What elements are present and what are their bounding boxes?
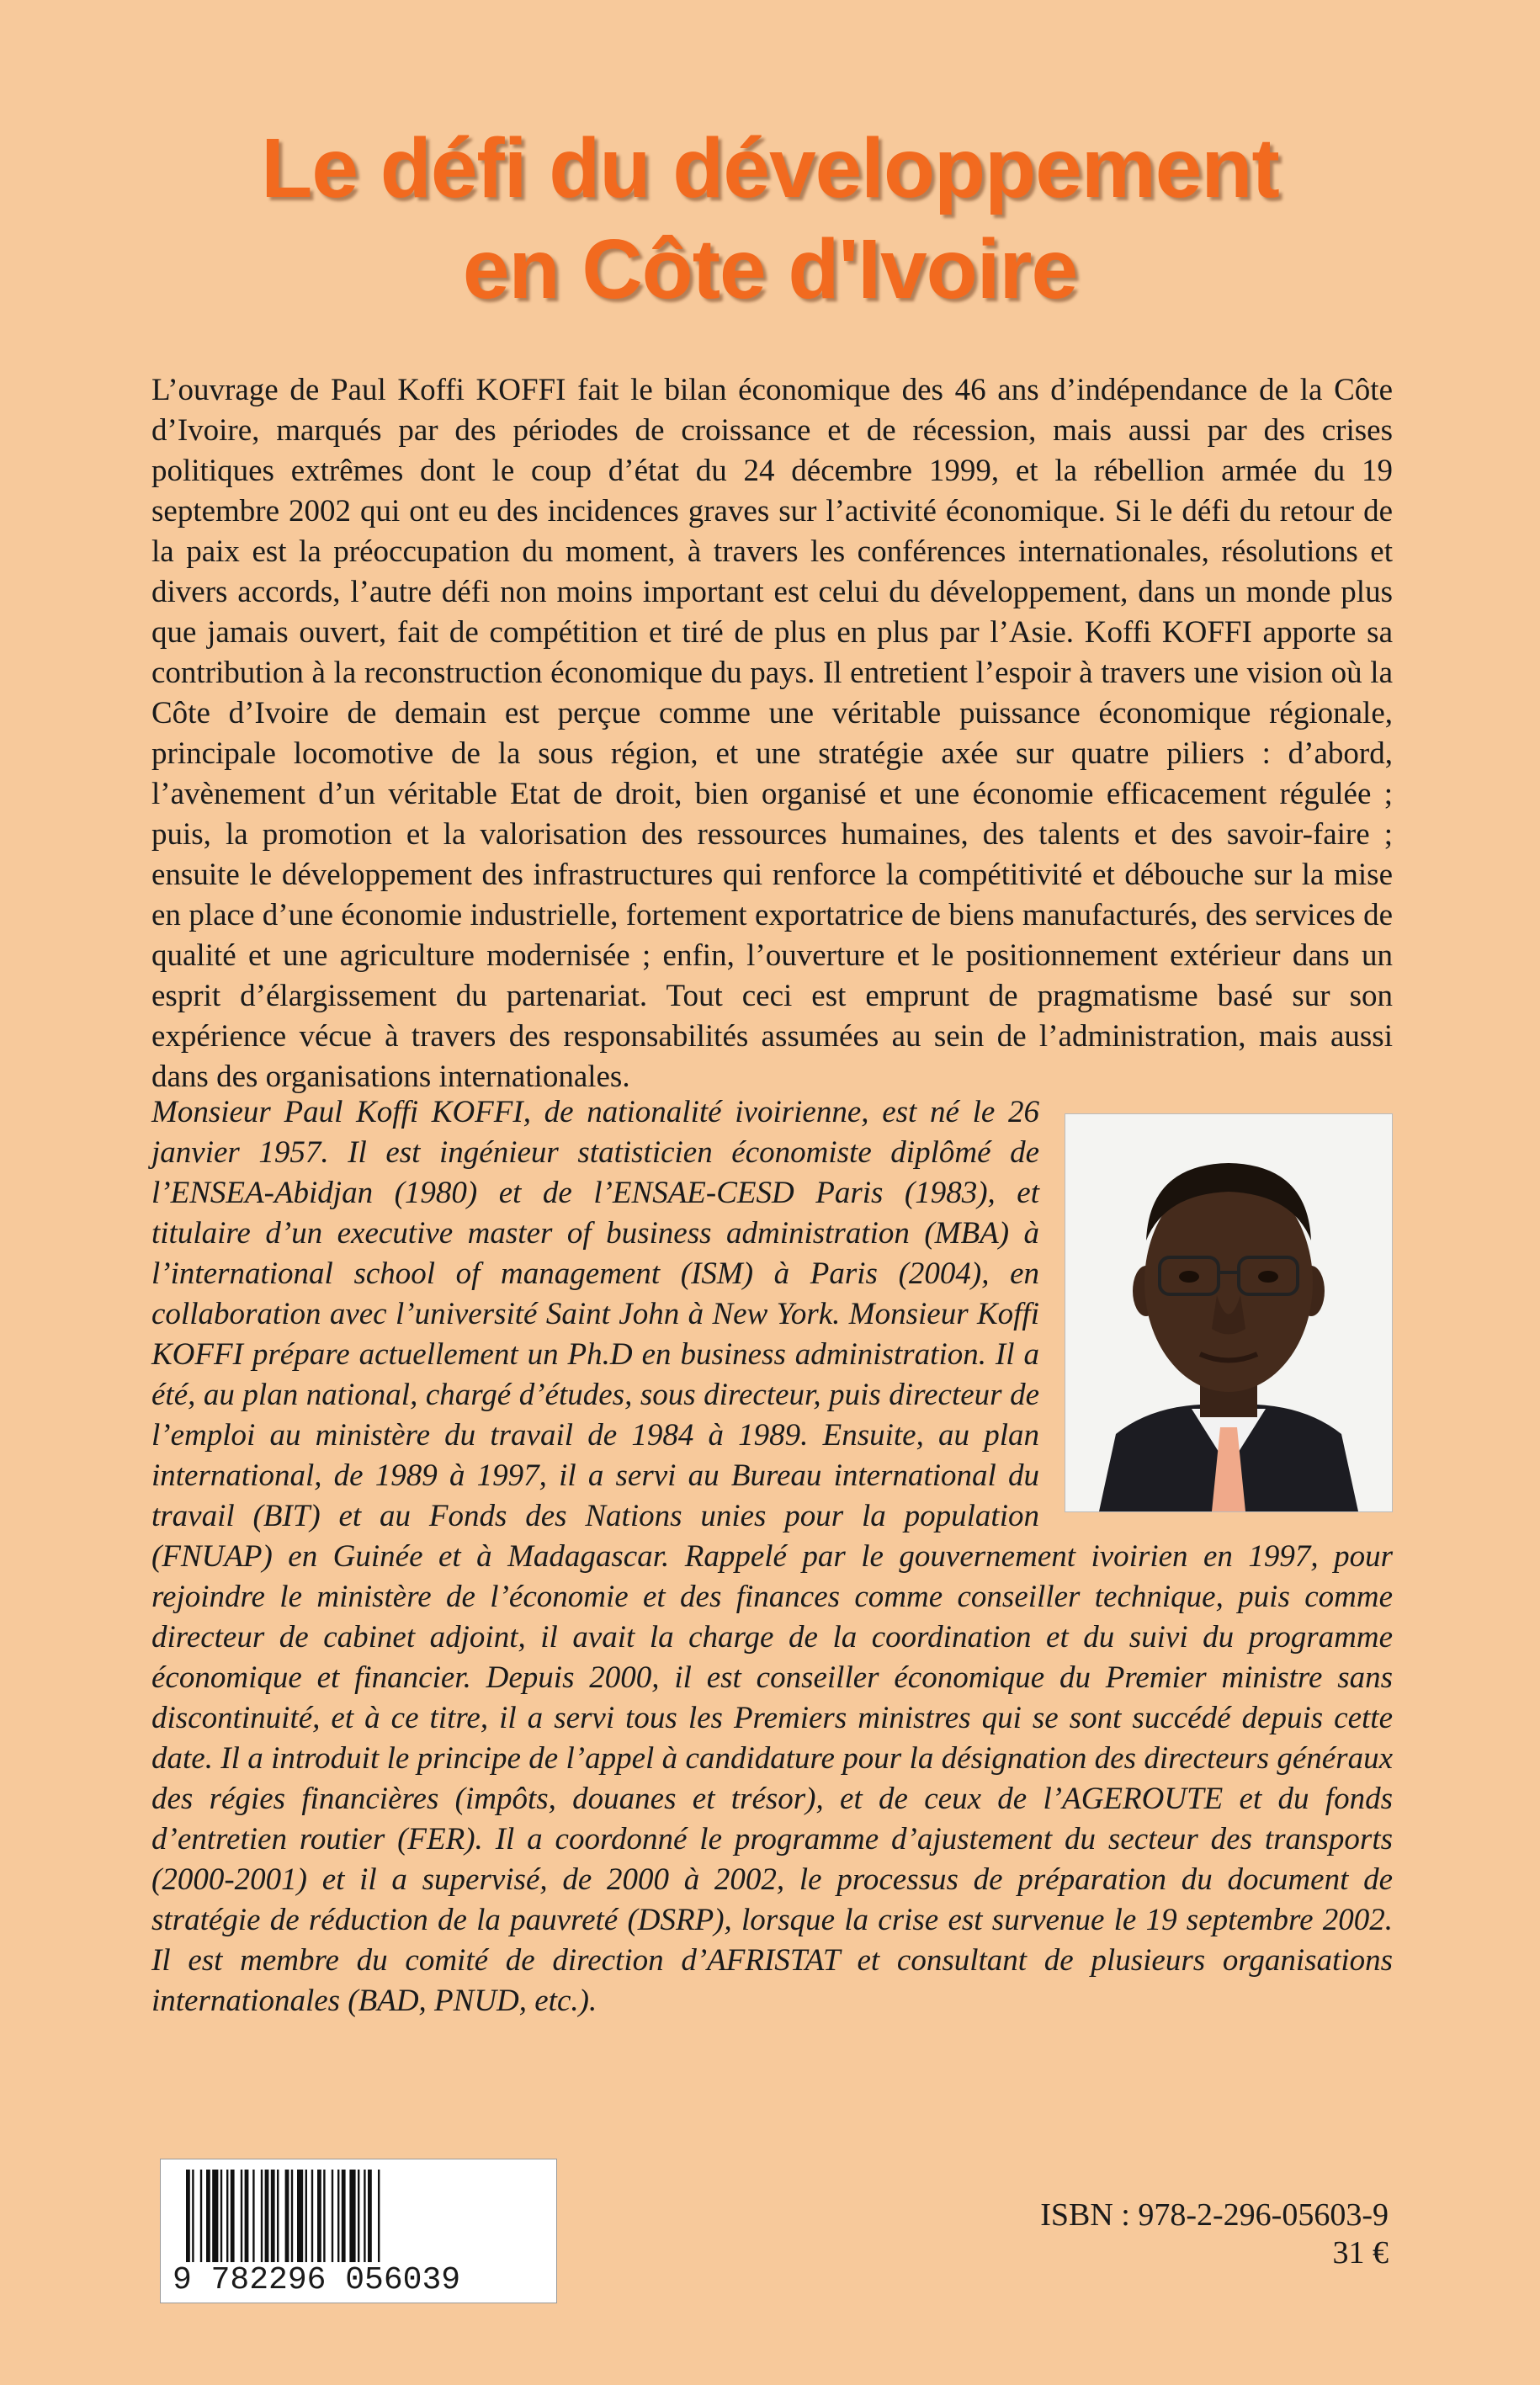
book-title-line-2: en Côte d'Ivoire — [462, 222, 1078, 316]
author-bio-block — [151, 1092, 1393, 2021]
author-photo — [1065, 1113, 1393, 1512]
isbn-number: ISBN : 978-2-296-05603-9 — [1040, 2197, 1389, 2233]
author-portrait-icon — [1065, 1114, 1392, 1511]
price: 31 € — [1332, 2235, 1389, 2271]
barcode — [160, 2159, 557, 2303]
author-bio-text: Monsieur Paul Koffi KOFFI, de nationalité ivoirienne, est né le 26 janvier 1957. Il est ingénieur statisticien économiste diplômé de l’ENSEA-Abidjan (1980) et de l’ENSAE-CESD Paris (1983), et titulaire d’un executive master of business administration (MBA) à l’international school of management (ISM) à Paris (2004), en collaboration avec l’université Saint John à New York. Monsieur Koffi KOFFI prépare actuellement un Ph.D en business administration. Il a été, au plan national, chargé d’études, sous directeur, puis directeur de l’emploi au ministère du travail de 1984 à 1989. Ensuite, au plan international, de 1989 à 1997, il a servi au Bureau international du travail (BIT) et au Fonds des Nations unies pour la population (FNUAP) en Guinée et à Madagascar. Rappelé par le gouvernement ivoirien en 1997, pour rejoindre le ministère de l’économie et des finances comme conseiller technique, puis comme directeur de cabinet adjoint, il avait la charge de la coordination et du suivi du programme économique et financier. Depuis 2000, il est conseiller économique du Premier ministre sans discontinuité, et à ce titre, il a servi tous les Premiers ministres qui se sont succédé depuis cette date. Il a introduit le principe de l’appel à candidature pour la désignation des directeurs généraux des régies financières (impôts, douanes et trésor), et de ceux de l’AGEROUTE et du fonds d’entretien routier (FER). Il a coordonné le programme d’ajustement du secteur des transports (2000-2001) et il a supervisé, de 2000 à 2002, le processus de préparation du document de stratégie de réduction de la pauvreté (DSRP), lorsque la crise est survenue le 19 septembre 2002. Il est membre du comité de direction d’AFRISTAT et consultant de plusieurs organisations internationales (BAD, PNUD, etc.). — [151, 1095, 1393, 2018]
barcode-bars-icon — [186, 2170, 531, 2262]
book-title-line-1: Le défi du développement — [261, 121, 1279, 215]
book-summary: L’ouvrage de Paul Koffi KOFFI fait le bilan économique des 46 ans d’indépendance de la Côte d’Ivoire, marqués par des périodes de croissance et de récession, mais aussi par des crises politiques extrêmes dont le coup d’état du 24 décembre 1999, et la rébellion armée du 19 septembre 2002 qui ont eu des incidences graves sur l’activité économique. Si le défi du retour de la paix est la préoccupation du moment, à travers les conférences internationales, résolutions et divers accords, l’autre défi non moins important est celui du développement, dans un monde plus que jamais ouvert, fait de compétition et tiré de plus en plus par l’Asie. Koffi KOFFI apporte sa contribution à la reconstruction économique du pays. Il entretient l’espoir à travers une vision où la Côte d’Ivoire de demain est perçue comme une véritable puissance économique régionale, principale locomotive de la sous région, et une stratégie axée sur quatre piliers : d’abord, l’avènement d’un véritable Etat de droit, bien organisé et une économie efficacement régulée ; puis, la promotion et la valorisation des ressources humaines, des talents et des savoir-faire ; ensuite le développement des infrastructures qui renforce la compétitivité et débouche sur la mise en place d’une économie industrielle, fortement exportatrice de biens manufacturés, des services de qualité et une agriculture modernisée ; enfin, l’ouverture et le positionnement extérieur dans un esprit d’élargissement du partenariat. Tout ceci est emprunt de pragmatisme basé sur son expérience vécue à travers des responsabilités assumées au sein de l’administration, mais aussi dans des organisations internationales. — [151, 373, 1393, 1094]
book-title — [0, 118, 1540, 320]
barcode-digits: 9 782296 056039 — [169, 2262, 464, 2298]
